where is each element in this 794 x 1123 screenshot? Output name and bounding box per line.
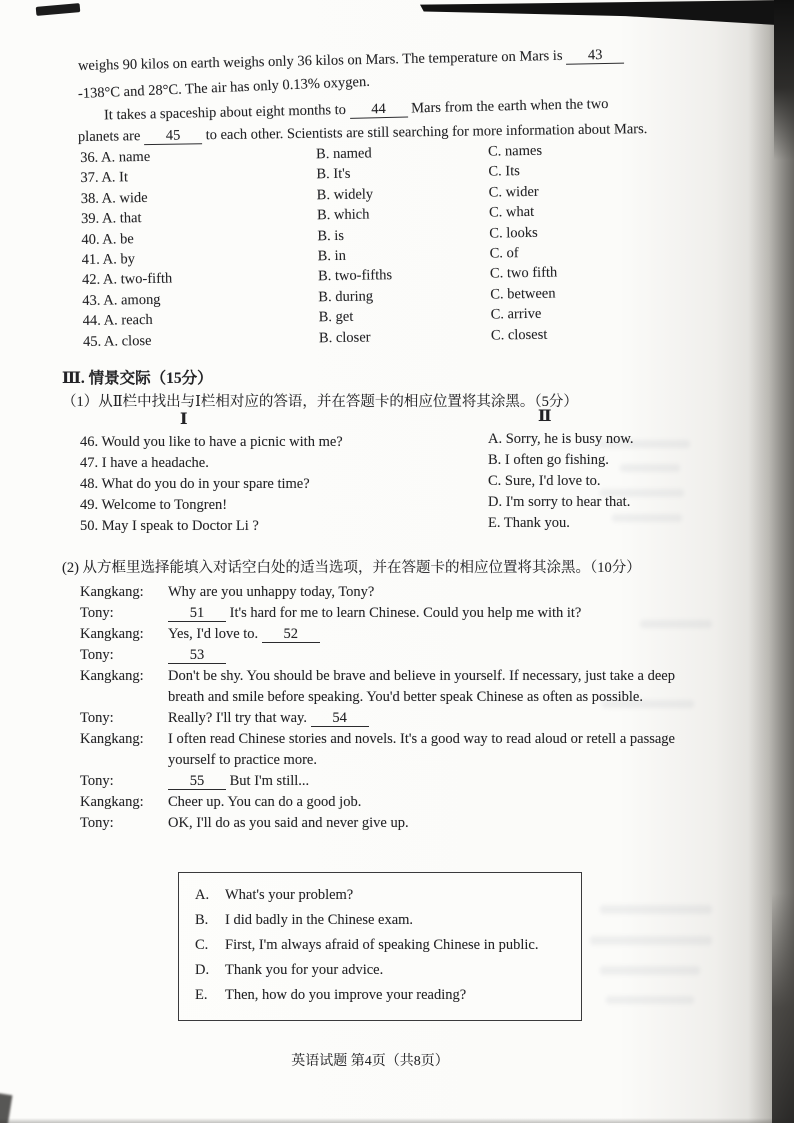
dialogue-line	[80, 792, 675, 813]
text-run: Really? I'll try that way.	[168, 710, 311, 726]
option-cell-a: 39. A. that	[80, 210, 142, 228]
text-run: Don't be shy. You should be brave and believe in yourself. If necessary, just take a deep breath and smile before speaking. You'd better speak Chinese as often as possible.	[168, 668, 675, 705]
box-option-letter: A.	[195, 887, 210, 903]
dialogue-line	[80, 582, 675, 603]
match-item: 46. Would you like to have a picnic with me?	[80, 434, 343, 450]
scan-artifact-bottom-edge	[0, 1118, 794, 1123]
box-option	[195, 908, 575, 933]
dialogue-text	[168, 792, 675, 813]
text-run: It takes a spaceship about eight months to	[103, 101, 350, 124]
dialogue-speaker: Kangkang:	[80, 794, 144, 810]
dialogue-speaker: Kangkang:	[80, 731, 144, 747]
option-cell-b: B. named	[315, 145, 372, 163]
dialogue-line	[80, 645, 675, 666]
match-item: 48. What do you do in your spare time?	[80, 476, 310, 492]
option-cell-a: 41. A. by	[81, 251, 136, 268]
text-run: -138°C and 28°C. The air has only 0.13% oxygen.	[77, 73, 371, 102]
text-run: Mars from the earth when the two	[407, 95, 609, 117]
dialogue-line	[80, 666, 675, 708]
blank-54: 54	[311, 711, 369, 727]
match-item: 49. Welcome to Tongren!	[80, 497, 228, 513]
match-item: 50. May I speak to Doctor Li ?	[80, 518, 259, 534]
blank-53: 53	[168, 648, 226, 664]
dialogue-text	[168, 645, 675, 666]
option-cell-b: B. widely	[316, 186, 374, 204]
cloze-options	[80, 140, 693, 353]
dialogue-line	[80, 729, 675, 771]
option-cell-a: 36. A. name	[80, 148, 151, 166]
option-cell-a: 40. A. be	[81, 230, 134, 248]
box-option-letter: B.	[195, 912, 209, 928]
part1-instruction: （1）从Ⅱ栏中找出与Ⅰ栏相对应的答语，并在答题卡的相应位置将其涂黑。（5分）	[62, 394, 578, 410]
dialogue-speaker: Tony:	[80, 710, 114, 726]
box-option-text: Thank you for your advice.	[225, 962, 384, 978]
box-option-text: I did badly in the Chinese exam.	[225, 912, 414, 928]
dialogue-text	[168, 729, 675, 771]
blank-43: 43	[566, 48, 624, 65]
box-option-letter: E.	[195, 987, 208, 1003]
dialogue-text	[168, 624, 675, 645]
match-item: E. Thank you.	[488, 515, 570, 531]
matching-column-1	[80, 410, 343, 537]
text-run: weighs 90 kilos on earth weighs only 36 kilos on Mars. The temperature on Mars is	[77, 47, 567, 74]
option-cell-b: B. closer	[318, 328, 371, 346]
bleed-through-mark	[606, 996, 694, 1004]
option-cell-c: C. Its	[488, 163, 520, 180]
dialogue-speaker: Tony:	[80, 647, 114, 663]
text-run: It's hard for me to learn Chinese. Could you help me with it?	[226, 605, 582, 621]
text-run: I often read Chinese stories and novels. It's a good way to read aloud or retell a passage yourself to practice more.	[168, 731, 675, 768]
dialogue-line	[80, 603, 675, 624]
dialogue-speaker: Tony:	[80, 605, 114, 621]
column-2-header: Ⅱ	[538, 408, 552, 425]
match-item: A. Sorry, he is busy now.	[488, 431, 634, 447]
option-cell-a: 42. A. two-fifth	[81, 270, 173, 289]
blank-52: 52	[262, 627, 320, 643]
option-cell-b: B. is	[317, 227, 345, 244]
dialogue-speaker: Kangkang:	[80, 668, 144, 684]
option-cell-a: 37. A. It	[80, 169, 129, 187]
option-cell-b: B. in	[317, 247, 347, 265]
dialogue-text	[168, 582, 675, 603]
dialogue-line	[80, 813, 675, 834]
box-option-text: First, I'm always afraid of speaking Chinese in public.	[225, 937, 539, 953]
dialogue-speaker: Tony:	[80, 773, 114, 789]
option-cell-c: C. closest	[490, 326, 548, 344]
blank-55: 55	[168, 774, 226, 790]
dialogue-line	[80, 771, 675, 792]
part2-instruction: (2) 从方框里选择能填入对话空白处的适当选项，并在答题卡的相应位置将其涂黑。（10分）	[62, 560, 641, 576]
box-option	[195, 983, 575, 1008]
bleed-through-mark	[600, 966, 700, 975]
scan-artifact-right-bottom	[772, 893, 794, 1123]
text-run: to each other. Scientists are still searching for more information about Mars.	[201, 121, 648, 144]
text-run: Yes, I'd love to.	[168, 626, 262, 642]
text-run: Why are you unhappy today, Tony?	[168, 584, 375, 600]
option-cell-a: 45. A. close	[82, 332, 152, 350]
option-cell-b: B. get	[318, 308, 354, 326]
match-item: C. Sure, I'd love to.	[488, 473, 601, 489]
option-cell-b: B. during	[318, 288, 374, 306]
text-run: OK, I'll do as you said and never give up.	[168, 815, 409, 831]
option-cell-c: C. looks	[489, 224, 538, 242]
box-option-text: What's your problem?	[225, 887, 354, 903]
blank-45: 45	[144, 128, 202, 145]
matching-column-2	[488, 407, 634, 534]
option-cell-b: B. It's	[316, 166, 351, 183]
option-cell-a: 38. A. wide	[80, 189, 148, 207]
match-item: D. I'm sorry to hear that.	[488, 494, 631, 510]
section-3-title: Ⅲ. 情景交际（15分）	[62, 370, 213, 387]
box-option-letter: C.	[195, 937, 209, 953]
dialogue-speaker: Kangkang:	[80, 626, 144, 642]
dialogue-speaker: Tony:	[80, 815, 114, 831]
dialogue-text	[168, 813, 675, 834]
bleed-through-mark	[590, 936, 712, 945]
option-cell-b: B. two-fifths	[317, 267, 393, 285]
cloze-passage	[77, 47, 698, 147]
dialogue-text	[168, 666, 675, 708]
text-run: Cheer up. You can do a good job.	[168, 794, 362, 810]
option-cell-c: C. wider	[488, 183, 539, 201]
scan-artifact-right-top	[774, 0, 794, 160]
option-cell-b: B. which	[316, 206, 370, 224]
column-1-items	[80, 432, 343, 537]
blank-44: 44	[349, 102, 407, 119]
dialogue	[80, 582, 675, 834]
option-cell-a: 43. A. among	[82, 291, 161, 309]
dialogue-line	[80, 624, 675, 645]
text-run: But I'm still...	[226, 773, 310, 789]
dialogue-speaker: Kangkang:	[80, 584, 144, 600]
match-item: B. I often go fishing.	[488, 452, 609, 468]
dialogue-line	[80, 708, 675, 729]
scan-artifact-top-left-mark	[36, 3, 81, 16]
dialogue-text	[168, 708, 675, 729]
box-option	[195, 883, 575, 908]
box-option	[195, 933, 575, 958]
option-cell-c: C. of	[489, 245, 519, 262]
bleed-through-mark	[600, 905, 712, 914]
blank-51: 51	[168, 606, 226, 622]
column-2-items	[488, 429, 634, 534]
option-cell-c: C. names	[487, 142, 543, 160]
option-cell-c: C. arrive	[490, 305, 542, 323]
option-cell-c: C. between	[490, 285, 556, 303]
match-item: 47. I have a headache.	[80, 455, 209, 471]
dialogue-text	[168, 771, 675, 792]
option-cell-c: C. what	[488, 204, 535, 221]
text-run: planets are	[77, 128, 145, 145]
box-option-text: Then, how do you improve your reading?	[225, 987, 467, 1003]
box-option	[195, 958, 575, 983]
options-box	[178, 872, 582, 1021]
option-cell-a: 44. A. reach	[82, 312, 153, 330]
page-footer: 英语试题 第4页（共8页）	[291, 1054, 449, 1069]
box-option-letter: D.	[195, 962, 210, 978]
option-cell-c: C. two fifth	[489, 264, 558, 282]
dialogue-text	[168, 603, 675, 624]
scan-artifact-top-band	[420, 0, 794, 26]
column-1-header: Ⅰ	[180, 411, 188, 428]
